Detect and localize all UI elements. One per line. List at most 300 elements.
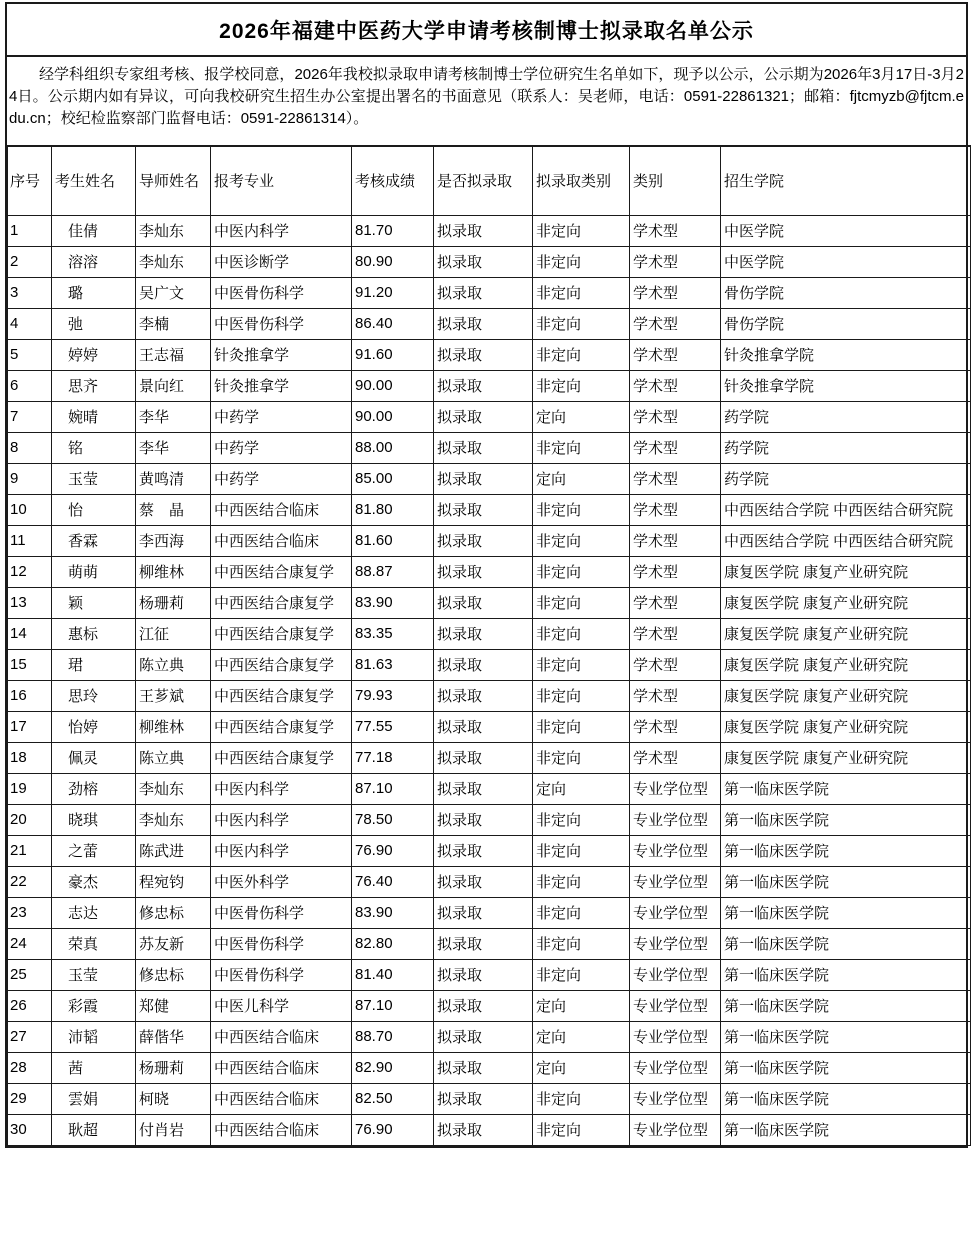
- header-college: 招生学院: [721, 146, 971, 215]
- cell-index: 28: [8, 1052, 52, 1083]
- notice-document: [5, 2, 968, 1148]
- cell-supervisor-name: 李西海: [136, 525, 211, 556]
- header-admitted: 是否拟录取: [434, 146, 533, 215]
- cell-student-name: 颖: [52, 587, 136, 618]
- cell-student-name: 荣真: [52, 928, 136, 959]
- cell-major: 中医骨伤科学: [211, 959, 352, 990]
- cell-admission-category: 非定向: [533, 525, 630, 556]
- cell-score: 80.90: [352, 246, 434, 277]
- cell-type: 专业学位型: [630, 928, 721, 959]
- table-row: [8, 401, 971, 432]
- cell-type: 专业学位型: [630, 804, 721, 835]
- cell-type: 学术型: [630, 370, 721, 401]
- cell-supervisor-name: 吴广文: [136, 277, 211, 308]
- cell-supervisor-name: 李灿东: [136, 773, 211, 804]
- cell-index: 14: [8, 618, 52, 649]
- cell-type: 专业学位型: [630, 835, 721, 866]
- cell-index: 24: [8, 928, 52, 959]
- cell-admitted: 拟录取: [434, 742, 533, 773]
- cell-major: 中西医结合康复学: [211, 711, 352, 742]
- cell-score: 81.60: [352, 525, 434, 556]
- cell-type: 学术型: [630, 556, 721, 587]
- cell-college: 药学院: [721, 401, 971, 432]
- cell-major: 中西医结合临床: [211, 525, 352, 556]
- cell-index: 10: [8, 494, 52, 525]
- cell-index: 20: [8, 804, 52, 835]
- cell-major: 中药学: [211, 401, 352, 432]
- header-index: 序号: [8, 146, 52, 215]
- cell-college: 康复医学院 康复产业研究院: [721, 649, 971, 680]
- cell-supervisor-name: 杨珊莉: [136, 1052, 211, 1083]
- cell-admission-category: 非定向: [533, 277, 630, 308]
- cell-student-name: 茜: [52, 1052, 136, 1083]
- table-row: [8, 556, 971, 587]
- cell-admission-category: 定向: [533, 463, 630, 494]
- cell-student-name: 惠标: [52, 618, 136, 649]
- cell-index: 11: [8, 525, 52, 556]
- cell-major: 中西医结合康复学: [211, 742, 352, 773]
- cell-supervisor-name: 程宛钧: [136, 866, 211, 897]
- cell-supervisor-name: 苏友新: [136, 928, 211, 959]
- table-row: [8, 587, 971, 618]
- cell-admission-category: 定向: [533, 401, 630, 432]
- cell-score: 76.90: [352, 835, 434, 866]
- cell-admission-category: 定向: [533, 1052, 630, 1083]
- cell-type: 学术型: [630, 339, 721, 370]
- cell-index: 5: [8, 339, 52, 370]
- cell-index: 23: [8, 897, 52, 928]
- header-student-name: 考生姓名: [52, 146, 136, 215]
- admission-table: [7, 145, 971, 1146]
- cell-college: 第一临床医学院: [721, 773, 971, 804]
- cell-supervisor-name: 王志福: [136, 339, 211, 370]
- cell-college: 中西医结合学院 中西医结合研究院: [721, 525, 971, 556]
- cell-admission-category: 非定向: [533, 711, 630, 742]
- cell-college: 中西医结合学院 中西医结合研究院: [721, 494, 971, 525]
- cell-index: 21: [8, 835, 52, 866]
- table-row: [8, 1021, 971, 1052]
- cell-index: 27: [8, 1021, 52, 1052]
- cell-admission-category: 非定向: [533, 215, 630, 246]
- cell-college: 康复医学院 康复产业研究院: [721, 556, 971, 587]
- cell-admitted: 拟录取: [434, 494, 533, 525]
- table-row: [8, 525, 971, 556]
- cell-major: 中西医结合临床: [211, 1052, 352, 1083]
- cell-major: 中医骨伤科学: [211, 897, 352, 928]
- cell-major: 中医内科学: [211, 804, 352, 835]
- cell-admitted: 拟录取: [434, 463, 533, 494]
- header-admission-category: 拟录取类别: [533, 146, 630, 215]
- cell-admission-category: 非定向: [533, 246, 630, 277]
- cell-index: 9: [8, 463, 52, 494]
- cell-type: 专业学位型: [630, 897, 721, 928]
- cell-student-name: 思齐: [52, 370, 136, 401]
- cell-major: 中西医结合临床: [211, 1083, 352, 1114]
- cell-supervisor-name: 付肖岩: [136, 1114, 211, 1145]
- cell-supervisor-name: 李灿东: [136, 215, 211, 246]
- cell-student-name: 晓琪: [52, 804, 136, 835]
- cell-score: 77.18: [352, 742, 434, 773]
- cell-index: 12: [8, 556, 52, 587]
- cell-admission-category: 非定向: [533, 432, 630, 463]
- cell-supervisor-name: 薛偕华: [136, 1021, 211, 1052]
- cell-supervisor-name: 李华: [136, 432, 211, 463]
- cell-score: 86.40: [352, 308, 434, 339]
- cell-index: 17: [8, 711, 52, 742]
- cell-supervisor-name: 陈立典: [136, 742, 211, 773]
- cell-major: 中医外科学: [211, 866, 352, 897]
- cell-admitted: 拟录取: [434, 804, 533, 835]
- cell-major: 中医儿科学: [211, 990, 352, 1021]
- cell-type: 学术型: [630, 618, 721, 649]
- cell-type: 专业学位型: [630, 1114, 721, 1145]
- cell-student-name: 之蕾: [52, 835, 136, 866]
- cell-student-name: 怡: [52, 494, 136, 525]
- cell-major: 中药学: [211, 432, 352, 463]
- cell-admitted: 拟录取: [434, 432, 533, 463]
- cell-index: 30: [8, 1114, 52, 1145]
- cell-student-name: 香霖: [52, 525, 136, 556]
- cell-index: 6: [8, 370, 52, 401]
- cell-student-name: 弛: [52, 308, 136, 339]
- cell-type: 学术型: [630, 246, 721, 277]
- cell-score: 78.50: [352, 804, 434, 835]
- cell-index: 26: [8, 990, 52, 1021]
- cell-major: 中西医结合康复学: [211, 649, 352, 680]
- cell-admitted: 拟录取: [434, 370, 533, 401]
- cell-admission-category: 非定向: [533, 835, 630, 866]
- cell-index: 4: [8, 308, 52, 339]
- cell-admission-category: 非定向: [533, 587, 630, 618]
- cell-index: 1: [8, 215, 52, 246]
- cell-type: 学术型: [630, 401, 721, 432]
- cell-student-name: 婷婷: [52, 339, 136, 370]
- cell-major: 针灸推拿学: [211, 370, 352, 401]
- cell-college: 康复医学院 康复产业研究院: [721, 711, 971, 742]
- header-row: [8, 146, 971, 215]
- cell-score: 88.70: [352, 1021, 434, 1052]
- cell-major: 中医骨伤科学: [211, 308, 352, 339]
- cell-score: 76.40: [352, 866, 434, 897]
- table-row: [8, 773, 971, 804]
- table-row: [8, 215, 971, 246]
- cell-score: 81.40: [352, 959, 434, 990]
- cell-college: 中医学院: [721, 246, 971, 277]
- cell-type: 学术型: [630, 432, 721, 463]
- cell-supervisor-name: 修忠标: [136, 959, 211, 990]
- cell-type: 学术型: [630, 494, 721, 525]
- cell-college: 骨伤学院: [721, 277, 971, 308]
- cell-admitted: 拟录取: [434, 711, 533, 742]
- cell-student-name: 萌萌: [52, 556, 136, 587]
- cell-student-name: 志达: [52, 897, 136, 928]
- cell-admitted: 拟录取: [434, 618, 533, 649]
- cell-supervisor-name: 江征: [136, 618, 211, 649]
- cell-student-name: 沛韬: [52, 1021, 136, 1052]
- cell-admission-category: 非定向: [533, 1083, 630, 1114]
- cell-admission-category: 非定向: [533, 1114, 630, 1145]
- cell-admission-category: 定向: [533, 773, 630, 804]
- cell-type: 专业学位型: [630, 990, 721, 1021]
- table-row: [8, 308, 971, 339]
- cell-type: 学术型: [630, 711, 721, 742]
- cell-college: 第一临床医学院: [721, 804, 971, 835]
- cell-major: 中药学: [211, 463, 352, 494]
- cell-admitted: 拟录取: [434, 773, 533, 804]
- cell-supervisor-name: 陈武进: [136, 835, 211, 866]
- notice-box: [7, 57, 966, 145]
- cell-admitted: 拟录取: [434, 401, 533, 432]
- cell-supervisor-name: 黄鸣清: [136, 463, 211, 494]
- cell-score: 91.20: [352, 277, 434, 308]
- cell-student-name: 劲榕: [52, 773, 136, 804]
- cell-admission-category: 定向: [533, 990, 630, 1021]
- cell-major: 中西医结合康复学: [211, 587, 352, 618]
- table-row: [8, 618, 971, 649]
- cell-type: 学术型: [630, 525, 721, 556]
- cell-college: 康复医学院 康复产业研究院: [721, 680, 971, 711]
- cell-index: 2: [8, 246, 52, 277]
- cell-index: 25: [8, 959, 52, 990]
- cell-index: 7: [8, 401, 52, 432]
- table-row: [8, 835, 971, 866]
- cell-type: 专业学位型: [630, 1021, 721, 1052]
- cell-admitted: 拟录取: [434, 1083, 533, 1114]
- cell-type: 专业学位型: [630, 773, 721, 804]
- cell-major: 中西医结合康复学: [211, 556, 352, 587]
- cell-major: 中西医结合临床: [211, 1021, 352, 1052]
- table-row: [8, 804, 971, 835]
- cell-type: 专业学位型: [630, 866, 721, 897]
- table-row: [8, 959, 971, 990]
- cell-admitted: 拟录取: [434, 990, 533, 1021]
- table-row: [8, 339, 971, 370]
- cell-supervisor-name: 柯晓: [136, 1083, 211, 1114]
- cell-type: 学术型: [630, 587, 721, 618]
- cell-college: 第一临床医学院: [721, 1083, 971, 1114]
- cell-admitted: 拟录取: [434, 1021, 533, 1052]
- cell-major: 中医诊断学: [211, 246, 352, 277]
- cell-type: 学术型: [630, 680, 721, 711]
- table-row: [8, 494, 971, 525]
- cell-type: 专业学位型: [630, 959, 721, 990]
- cell-score: 90.00: [352, 370, 434, 401]
- table-row: [8, 649, 971, 680]
- cell-admission-category: 非定向: [533, 556, 630, 587]
- cell-student-name: 怡婷: [52, 711, 136, 742]
- cell-major: 中医骨伤科学: [211, 928, 352, 959]
- cell-college: 第一临床医学院: [721, 1021, 971, 1052]
- cell-admitted: 拟录取: [434, 277, 533, 308]
- table-row: [8, 1114, 971, 1145]
- header-major: 报考专业: [211, 146, 352, 215]
- page-title: 2026年福建中医药大学申请考核制博士拟录取名单公示: [219, 19, 754, 43]
- cell-student-name: 玉莹: [52, 463, 136, 494]
- table-row: [8, 866, 971, 897]
- header-supervisor-name: 导师姓名: [136, 146, 211, 215]
- cell-admitted: 拟录取: [434, 587, 533, 618]
- cell-student-name: 璐: [52, 277, 136, 308]
- cell-type: 学术型: [630, 463, 721, 494]
- cell-admission-category: 非定向: [533, 866, 630, 897]
- cell-student-name: 彩霞: [52, 990, 136, 1021]
- cell-score: 76.90: [352, 1114, 434, 1145]
- cell-major: 中医内科学: [211, 215, 352, 246]
- cell-type: 专业学位型: [630, 1052, 721, 1083]
- cell-admission-category: 非定向: [533, 370, 630, 401]
- cell-index: 22: [8, 866, 52, 897]
- title-box: [7, 4, 966, 57]
- cell-admitted: 拟录取: [434, 649, 533, 680]
- cell-admission-category: 非定向: [533, 494, 630, 525]
- cell-supervisor-name: 李灿东: [136, 246, 211, 277]
- cell-college: 第一临床医学院: [721, 866, 971, 897]
- cell-major: 中医内科学: [211, 773, 352, 804]
- cell-supervisor-name: 郑健: [136, 990, 211, 1021]
- cell-score: 82.90: [352, 1052, 434, 1083]
- cell-college: 第一临床医学院: [721, 835, 971, 866]
- cell-index: 8: [8, 432, 52, 463]
- cell-supervisor-name: 李华: [136, 401, 211, 432]
- cell-college: 第一临床医学院: [721, 1114, 971, 1145]
- cell-supervisor-name: 蔡 晶: [136, 494, 211, 525]
- cell-admitted: 拟录取: [434, 866, 533, 897]
- cell-supervisor-name: 陈立典: [136, 649, 211, 680]
- cell-supervisor-name: 李楠: [136, 308, 211, 339]
- cell-admission-category: 非定向: [533, 680, 630, 711]
- cell-type: 学术型: [630, 215, 721, 246]
- cell-supervisor-name: 杨珊莉: [136, 587, 211, 618]
- cell-student-name: 豪杰: [52, 866, 136, 897]
- cell-college: 针灸推拿学院: [721, 339, 971, 370]
- cell-college: 第一临床医学院: [721, 1052, 971, 1083]
- table-row: [8, 742, 971, 773]
- cell-score: 83.35: [352, 618, 434, 649]
- cell-major: 中西医结合临床: [211, 494, 352, 525]
- cell-admission-category: 非定向: [533, 308, 630, 339]
- cell-admission-category: 非定向: [533, 959, 630, 990]
- notice-paragraph: 经学科组织专家组考核、报学校同意，2026年我校拟录取申请考核制博士学位研究生名单如下，现予以公示，公示期为2026年3月17日-3月24日。公示期内如有异议，可向我校研究生招生办公室提出署名的书面意见（联系人：吴老师，电话：0591-22861321；邮箱：fjtcmyzb@fjtcm.edu.cn；校纪检监察部门监督电话：0591-22861314）。: [9, 66, 964, 127]
- cell-score: 81.70: [352, 215, 434, 246]
- cell-student-name: 佳倩: [52, 215, 136, 246]
- cell-major: 中医内科学: [211, 835, 352, 866]
- cell-major: 针灸推拿学: [211, 339, 352, 370]
- cell-score: 85.00: [352, 463, 434, 494]
- table-row: [8, 928, 971, 959]
- cell-college: 针灸推拿学院: [721, 370, 971, 401]
- cell-score: 77.55: [352, 711, 434, 742]
- cell-score: 88.87: [352, 556, 434, 587]
- table-row: [8, 246, 971, 277]
- cell-score: 90.00: [352, 401, 434, 432]
- cell-admission-category: 非定向: [533, 742, 630, 773]
- cell-admission-category: 非定向: [533, 804, 630, 835]
- cell-major: 中西医结合康复学: [211, 618, 352, 649]
- cell-index: 3: [8, 277, 52, 308]
- cell-college: 中医学院: [721, 215, 971, 246]
- cell-college: 药学院: [721, 463, 971, 494]
- cell-type: 学术型: [630, 277, 721, 308]
- cell-admitted: 拟录取: [434, 835, 533, 866]
- cell-admitted: 拟录取: [434, 525, 533, 556]
- cell-type: 学术型: [630, 308, 721, 339]
- cell-college: 骨伤学院: [721, 308, 971, 339]
- cell-index: 29: [8, 1083, 52, 1114]
- header-type: 类别: [630, 146, 721, 215]
- table-row: [8, 680, 971, 711]
- table-row: [8, 432, 971, 463]
- table-row: [8, 897, 971, 928]
- cell-student-name: 珺: [52, 649, 136, 680]
- table-row: [8, 463, 971, 494]
- table-row: [8, 370, 971, 401]
- cell-admitted: 拟录取: [434, 308, 533, 339]
- cell-major: 中西医结合临床: [211, 1114, 352, 1145]
- cell-major: 中医骨伤科学: [211, 277, 352, 308]
- cell-student-name: 铭: [52, 432, 136, 463]
- cell-admitted: 拟录取: [434, 246, 533, 277]
- cell-college: 药学院: [721, 432, 971, 463]
- cell-type: 学术型: [630, 649, 721, 680]
- cell-type: 学术型: [630, 742, 721, 773]
- cell-college: 第一临床医学院: [721, 897, 971, 928]
- table-row: [8, 277, 971, 308]
- cell-admission-category: 非定向: [533, 618, 630, 649]
- cell-admitted: 拟录取: [434, 959, 533, 990]
- cell-student-name: 婉晴: [52, 401, 136, 432]
- cell-score: 81.80: [352, 494, 434, 525]
- cell-student-name: 佩灵: [52, 742, 136, 773]
- cell-admitted: 拟录取: [434, 680, 533, 711]
- cell-index: 18: [8, 742, 52, 773]
- cell-score: 82.80: [352, 928, 434, 959]
- cell-student-name: 思玲: [52, 680, 136, 711]
- cell-index: 15: [8, 649, 52, 680]
- table-head: [8, 146, 971, 215]
- cell-supervisor-name: 王芗斌: [136, 680, 211, 711]
- cell-score: 91.60: [352, 339, 434, 370]
- cell-score: 82.50: [352, 1083, 434, 1114]
- cell-student-name: 溶溶: [52, 246, 136, 277]
- cell-score: 87.10: [352, 990, 434, 1021]
- cell-score: 88.00: [352, 432, 434, 463]
- cell-admitted: 拟录取: [434, 897, 533, 928]
- cell-index: 13: [8, 587, 52, 618]
- cell-admitted: 拟录取: [434, 1114, 533, 1145]
- cell-admission-category: 非定向: [533, 649, 630, 680]
- cell-admission-category: 定向: [533, 1021, 630, 1052]
- table-row: [8, 711, 971, 742]
- cell-college: 康复医学院 康复产业研究院: [721, 618, 971, 649]
- cell-supervisor-name: 柳维林: [136, 711, 211, 742]
- cell-admitted: 拟录取: [434, 339, 533, 370]
- cell-student-name: 雲娟: [52, 1083, 136, 1114]
- cell-index: 19: [8, 773, 52, 804]
- cell-supervisor-name: 柳维林: [136, 556, 211, 587]
- cell-college: 康复医学院 康复产业研究院: [721, 742, 971, 773]
- cell-admitted: 拟录取: [434, 556, 533, 587]
- table-row: [8, 990, 971, 1021]
- cell-score: 87.10: [352, 773, 434, 804]
- cell-admission-category: 非定向: [533, 928, 630, 959]
- cell-student-name: 耿超: [52, 1114, 136, 1145]
- cell-score: 81.63: [352, 649, 434, 680]
- cell-admitted: 拟录取: [434, 928, 533, 959]
- cell-major: 中西医结合康复学: [211, 680, 352, 711]
- cell-score: 83.90: [352, 897, 434, 928]
- cell-admission-category: 非定向: [533, 339, 630, 370]
- header-score: 考核成绩: [352, 146, 434, 215]
